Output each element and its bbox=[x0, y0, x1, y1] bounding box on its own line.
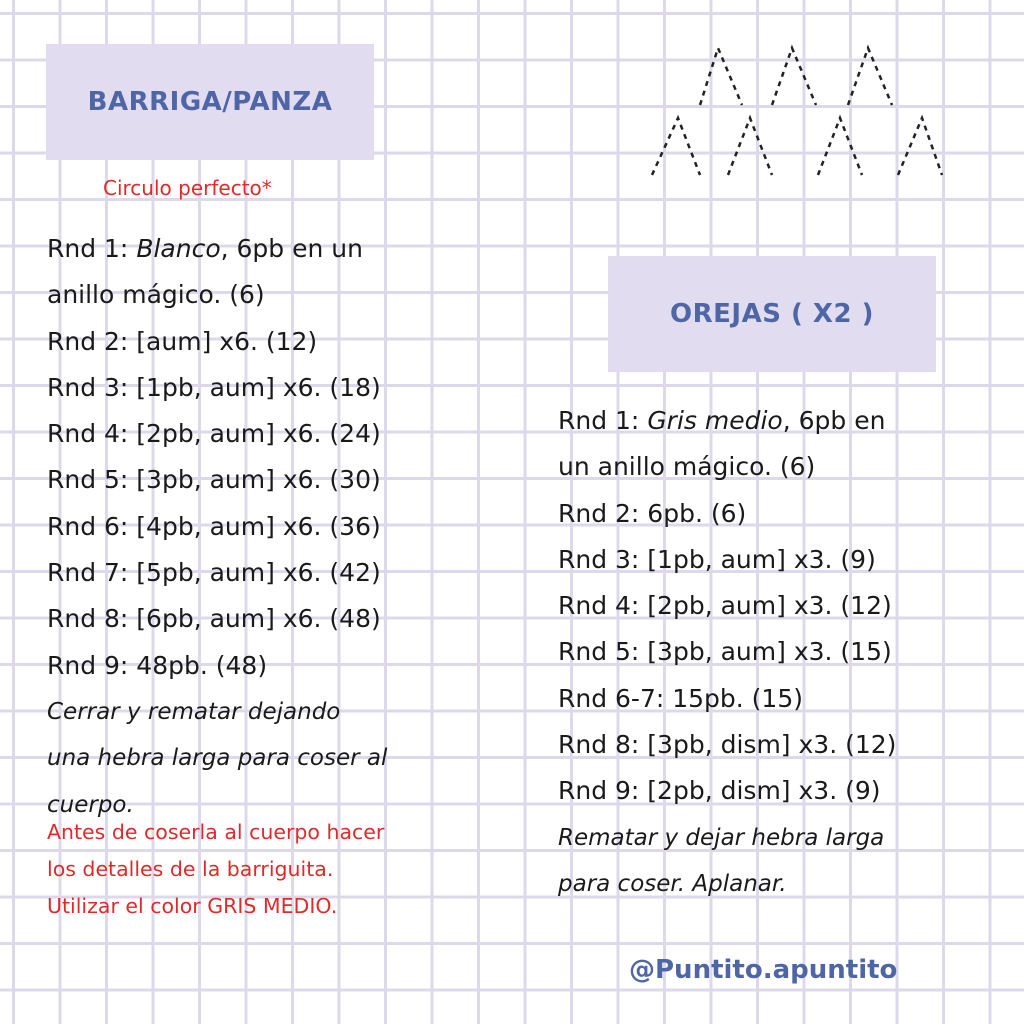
subtitle-circulo: Circulo perfecto* bbox=[103, 176, 272, 200]
ear-outline-decoration bbox=[640, 40, 950, 190]
finish-line: para coser. Aplanar. bbox=[558, 870, 787, 897]
ear-outline-icon bbox=[898, 118, 942, 175]
round-label: Rnd 1: bbox=[47, 234, 137, 263]
finish-line: Rematar y dejar hebra larga bbox=[558, 824, 885, 851]
finish-line: Cerrar y rematar dejando bbox=[47, 698, 341, 725]
round-line: Rnd 8: [6pb, aum] x6. (48) bbox=[47, 604, 381, 634]
round-line: Rnd 6: [4pb, aum] x6. (36) bbox=[47, 511, 381, 541]
round-line: Rnd 4: [2pb, aum] x3. (12) bbox=[558, 591, 892, 621]
note-line: los detalles de la barriguita. bbox=[47, 857, 334, 881]
note-line: Utilizar el color GRIS MEDIO. bbox=[47, 894, 338, 918]
round-line: Rnd 2: [aum] x6. (12) bbox=[47, 326, 318, 356]
round-line: Rnd 9: [2pb, dism] x3. (9) bbox=[558, 776, 881, 806]
section-title: BARRIGA/PANZA bbox=[87, 87, 333, 117]
round-line: Rnd 3: [1pb, aum] x3. (9) bbox=[558, 544, 876, 574]
ear-outline-icon bbox=[700, 48, 742, 105]
note-line: Antes de coserla al cuerpo hacer bbox=[47, 820, 385, 844]
note-barriga bbox=[47, 814, 517, 925]
round-line bbox=[47, 226, 507, 272]
round-line: Rnd 7: [5pb, aum] x6. (42) bbox=[47, 558, 381, 588]
round-line: anillo mágico. (6) bbox=[47, 280, 265, 310]
ear-outline-icon bbox=[728, 118, 772, 175]
finish-line: una hebra larga para coser al bbox=[47, 745, 388, 772]
ear-outline-icon bbox=[818, 118, 862, 175]
ear-outline-icon bbox=[848, 48, 892, 105]
section-header-barriga bbox=[46, 44, 374, 160]
round-line: Rnd 5: [3pb, aum] x6. (30) bbox=[47, 465, 381, 495]
finish-line: cuerpo. bbox=[47, 791, 134, 818]
round-line: Rnd 3: [1pb, aum] x6. (18) bbox=[47, 372, 381, 402]
pattern-orejas bbox=[558, 398, 998, 907]
round-line: Rnd 2: 6pb. (6) bbox=[558, 498, 747, 528]
color-name: Gris medio bbox=[647, 406, 783, 435]
round-line bbox=[558, 398, 998, 444]
round-line: Rnd 9: 48pb. (48) bbox=[47, 650, 268, 680]
pattern-barriga bbox=[47, 226, 507, 828]
credit-handle: @Puntito.apuntito bbox=[629, 955, 898, 985]
section-title: OREJAS ( X2 ) bbox=[670, 299, 874, 329]
round-text: , 6pb en un bbox=[220, 234, 363, 263]
color-name: Blanco bbox=[136, 234, 221, 263]
round-line: Rnd 4: [2pb, aum] x6. (24) bbox=[47, 419, 381, 449]
round-line: Rnd 5: [3pb, aum] x3. (15) bbox=[558, 637, 892, 667]
round-line: Rnd 8: [3pb, dism] x3. (12) bbox=[558, 730, 897, 760]
ear-outline-icon bbox=[652, 118, 700, 175]
round-line: un anillo mágico. (6) bbox=[558, 452, 816, 482]
round-line: Rnd 6-7: 15pb. (15) bbox=[558, 683, 803, 713]
ear-outline-icon bbox=[772, 48, 816, 105]
round-label: Rnd 1: bbox=[558, 406, 648, 435]
round-text: , 6pb en bbox=[782, 406, 886, 435]
section-header-orejas bbox=[608, 256, 936, 372]
